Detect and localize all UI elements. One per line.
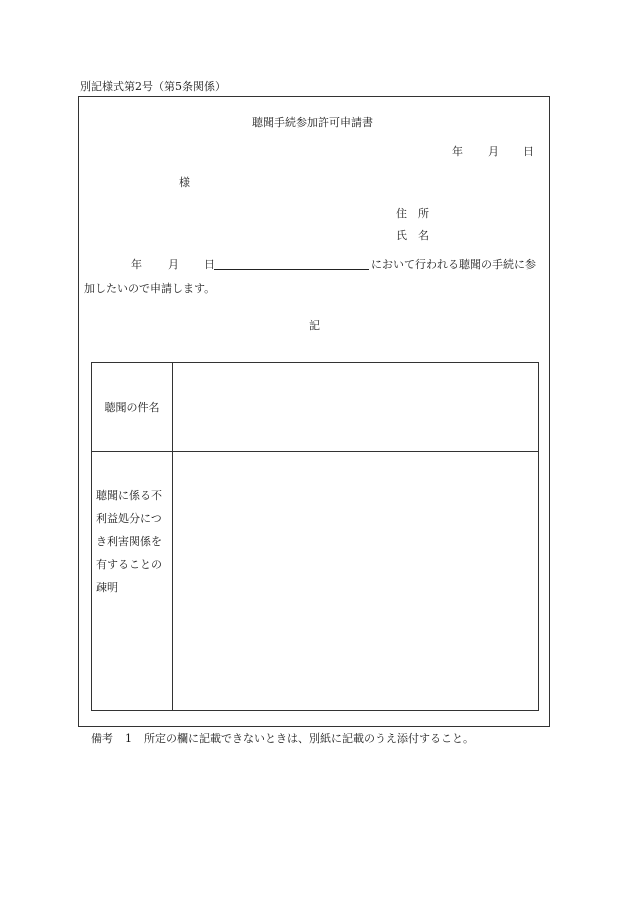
hearing-subject-label: 聴聞の件名 bbox=[92, 363, 173, 452]
addressee-suffix: 様 bbox=[179, 176, 190, 189]
table-row bbox=[92, 363, 539, 452]
body-line2: 加したいので申請します。 bbox=[84, 282, 216, 295]
interest-proof-line: 利益処分につ bbox=[96, 512, 162, 525]
interest-proof-line: 聴聞に係る不 bbox=[96, 489, 162, 502]
interest-proof-line: 有することの bbox=[96, 558, 162, 571]
date-year: 年 bbox=[452, 145, 463, 158]
form-id: 別記様式第2号（第5条関係） bbox=[80, 80, 226, 93]
hearing-subject-cell[interactable] bbox=[173, 363, 539, 452]
date-month: 月 bbox=[488, 145, 499, 158]
body-day: 日 bbox=[204, 258, 215, 271]
body-line1-tail: において行われる聴聞の手続に参 bbox=[371, 258, 536, 271]
hearing-place-underline bbox=[214, 269, 369, 270]
form-title: 聴聞手続参加許可申請書 bbox=[252, 116, 373, 129]
name-label: 氏 名 bbox=[396, 229, 429, 242]
interest-proof-cell[interactable] bbox=[173, 452, 539, 711]
remarks-prefix: 備考 bbox=[91, 732, 113, 745]
address-label: 住 所 bbox=[396, 207, 429, 220]
details-table bbox=[91, 362, 539, 711]
table-row bbox=[92, 452, 539, 711]
ki-heading: 記 bbox=[309, 319, 320, 332]
date-day: 日 bbox=[523, 145, 534, 158]
interest-proof-line: き利害関係を bbox=[96, 535, 162, 548]
remarks-text: 所定の欄に記載できないときは、別紙に記載のうえ添付すること。 bbox=[144, 732, 474, 745]
body-month: 月 bbox=[168, 258, 179, 271]
remarks-number: 1 bbox=[125, 732, 132, 745]
body-year: 年 bbox=[131, 258, 142, 271]
interest-proof-label bbox=[92, 452, 173, 711]
interest-proof-line: 疎明 bbox=[96, 581, 118, 594]
